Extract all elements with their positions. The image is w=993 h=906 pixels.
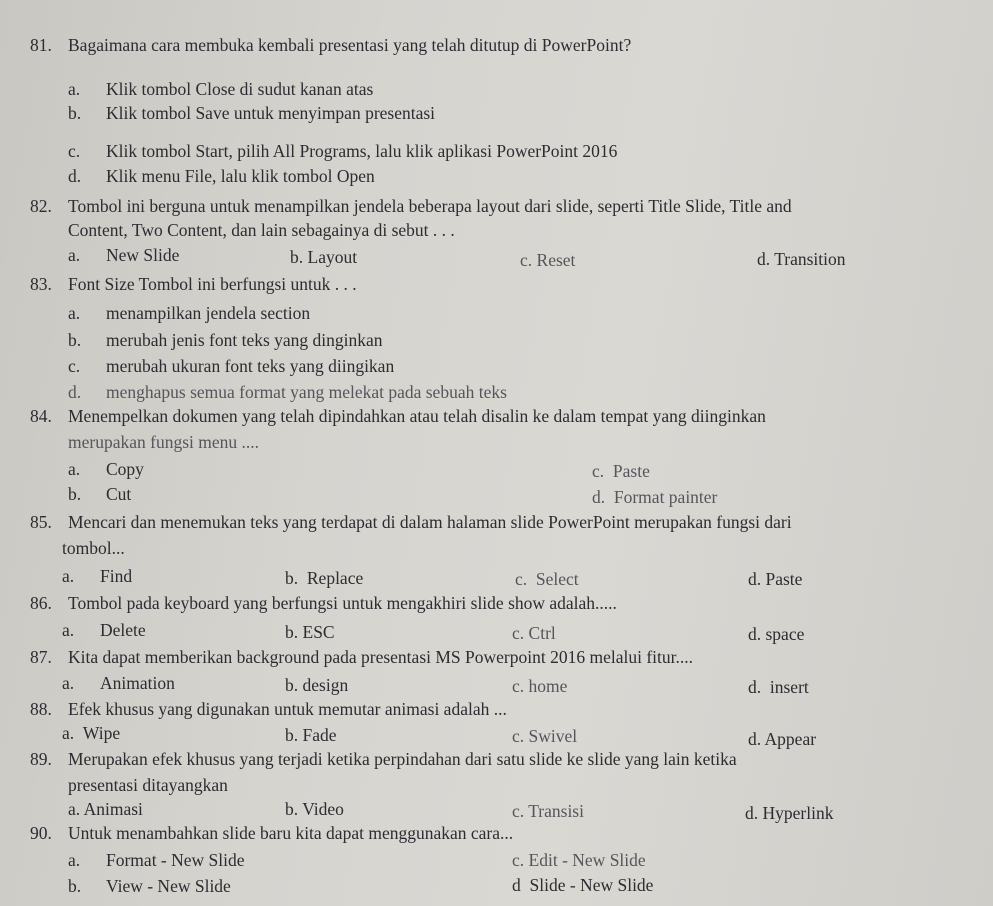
question-84	[30, 405, 766, 427]
option-text: home	[528, 676, 568, 696]
option-letter: a.	[68, 459, 81, 479]
option-text: View - New Slide	[106, 876, 231, 896]
option-letter: a.	[68, 303, 81, 323]
option-letter: b.	[285, 799, 299, 819]
option-d	[592, 486, 717, 508]
option-text: Wipe	[82, 723, 121, 743]
option-letter: b.	[285, 675, 299, 695]
option-letter: b.	[290, 247, 304, 267]
option-letter: d.	[68, 166, 82, 186]
option-a	[62, 672, 175, 694]
question-text: Efek khusus yang digunakan untuk memutar animasi adalah ...	[68, 699, 507, 719]
option-b	[68, 102, 435, 124]
question-81	[30, 34, 631, 56]
option-c	[592, 460, 650, 482]
option-letter: a.	[68, 850, 81, 870]
option-text: Replace	[306, 568, 364, 588]
option-b	[285, 621, 335, 643]
option-letter: c.	[512, 726, 525, 746]
question-text-line-2: presentasi ditayangkan	[68, 775, 228, 795]
question-83	[30, 273, 357, 295]
option-text: insert	[769, 677, 809, 697]
option-letter: a.	[62, 723, 75, 743]
option-d	[68, 165, 375, 187]
option-text: Animation	[100, 673, 175, 693]
option-c	[512, 725, 577, 747]
question-text: Mencari dan menemukan teks yang terdapat di dalam halaman slide PowerPoint merupakan fungsi dari	[68, 512, 792, 532]
option-letter: d.	[68, 382, 82, 402]
option-b	[285, 674, 348, 696]
question-85	[30, 511, 792, 533]
option-letter: c.	[512, 801, 525, 821]
option-text: Paste	[612, 461, 650, 481]
option-text: Klik tombol Save untuk menyimpan presentasi	[106, 103, 436, 123]
option-letter: a.	[68, 799, 81, 819]
question-number: 83.	[30, 274, 52, 294]
option-text: space	[765, 624, 805, 644]
option-c	[68, 140, 617, 162]
option-text: menampilkan jendela section	[106, 303, 311, 323]
option-d	[68, 381, 507, 403]
question-number: 87.	[30, 647, 52, 667]
question-text: Merupakan efek khusus yang terjadi ketika perpindahan dari satu slide ke slide yang lain ketika	[68, 749, 737, 769]
option-d	[745, 802, 833, 824]
option-b	[68, 329, 383, 351]
question-text: Tombol ini berguna untuk menampilkan jendela beberapa layout dari slide, seperti Title Slide, Title and	[68, 196, 792, 216]
option-text: Find	[100, 566, 133, 586]
question-text: Untuk menambahkan slide baru kita dapat menggunakan cara...	[68, 823, 514, 843]
option-letter: d.	[748, 624, 762, 644]
option-a	[62, 722, 120, 744]
option-a	[68, 78, 373, 100]
option-d	[512, 874, 653, 896]
option-letter: a.	[68, 245, 81, 265]
option-text: Format - New Slide	[106, 850, 245, 870]
question-87	[30, 646, 693, 668]
option-text: Format painter	[613, 487, 718, 507]
option-letter: c.	[515, 569, 528, 589]
option-text: design	[302, 675, 349, 695]
option-text: Swivel	[528, 726, 578, 746]
option-letter: b.	[68, 876, 82, 896]
option-text: Edit - New Slide	[528, 850, 646, 870]
option-text: Copy	[106, 459, 144, 479]
option-b	[68, 875, 231, 897]
question-text: Bagaimana cara membuka kembali presentasi yang telah ditutup di PowerPoint?	[68, 35, 632, 55]
option-letter: b.	[68, 484, 82, 504]
option-letter: d.	[748, 569, 762, 589]
question-text-line-2: Content, Two Content, dan lain sebagainya di sebut . . .	[68, 220, 455, 240]
question-number: 86.	[30, 593, 52, 613]
option-d	[748, 623, 804, 645]
option-d	[757, 248, 846, 270]
option-letter: d.	[745, 803, 759, 823]
option-text: Hyperlink	[762, 803, 834, 823]
option-letter: c.	[512, 676, 525, 696]
option-letter: a.	[68, 79, 81, 99]
option-a	[68, 798, 143, 820]
option-a	[62, 619, 146, 641]
question-89	[30, 748, 737, 770]
option-d	[748, 676, 809, 698]
option-letter: d	[512, 875, 521, 895]
option-letter: b.	[68, 330, 82, 350]
option-text: Layout	[307, 247, 358, 267]
option-b	[68, 483, 131, 505]
question-text: Tombol pada keyboard yang berfungsi untuk mengakhiri slide show adalah.....	[68, 593, 617, 613]
option-a	[68, 458, 144, 480]
question-number: 84.	[30, 406, 52, 426]
option-a	[68, 849, 245, 871]
option-c	[68, 355, 394, 377]
question-90	[30, 822, 513, 844]
option-letter: c.	[68, 141, 81, 161]
option-letter: a.	[62, 620, 75, 640]
option-c	[520, 249, 575, 271]
option-text: merubah jenis font teks yang dinginkan	[106, 330, 383, 350]
option-text: menghapus semua format yang melekat pada sebuah teks	[106, 382, 507, 402]
question-86	[30, 592, 617, 614]
option-c	[512, 622, 556, 644]
option-letter: d.	[748, 677, 762, 697]
option-letter: c.	[592, 461, 605, 481]
option-letter: d.	[592, 487, 606, 507]
option-c	[512, 849, 646, 871]
question-88	[30, 698, 507, 720]
option-text: Transition	[774, 249, 846, 269]
question-number: 81.	[30, 35, 52, 55]
option-text: Cut	[106, 484, 132, 504]
question-text-line-2: merupakan fungsi menu ....	[68, 432, 259, 452]
question-number: 90.	[30, 823, 52, 843]
option-text: Select	[535, 569, 579, 589]
option-letter: c.	[512, 623, 525, 643]
question-text: Kita dapat memberikan background pada presentasi MS Powerpoint 2016 melalui fitur....	[68, 647, 693, 667]
option-c	[515, 568, 579, 590]
option-b	[290, 246, 357, 268]
option-a	[68, 244, 179, 266]
option-a	[62, 565, 132, 587]
question-number: 88.	[30, 699, 52, 719]
option-text: ESC	[302, 622, 335, 642]
option-text: Klik menu File, lalu klik tombol Open	[106, 166, 375, 186]
question-text-line-2: tombol...	[62, 538, 125, 558]
question-text: Menempelkan dokumen yang telah dipindahkan atau telah disalin ke dalam tempat yang diinginkan	[68, 406, 766, 426]
option-letter: b.	[285, 725, 299, 745]
question-number: 85.	[30, 512, 52, 532]
option-a	[68, 302, 310, 324]
option-letter: b.	[285, 622, 299, 642]
option-text: Appear	[764, 729, 817, 749]
option-letter: d.	[757, 249, 771, 269]
option-letter: b.	[68, 103, 82, 123]
question-number: 89.	[30, 749, 52, 769]
option-d	[748, 728, 816, 750]
option-d	[748, 568, 802, 590]
option-text: Animasi	[83, 799, 143, 819]
option-text: Klik tombol Start, pilih All Programs, lalu klik aplikasi PowerPoint 2016	[106, 141, 618, 161]
option-letter: b.	[285, 568, 299, 588]
option-text: Ctrl	[528, 623, 556, 643]
option-text: Fade	[302, 725, 337, 745]
option-b	[285, 567, 363, 589]
option-text: merubah ukuran font teks yang diingikan	[106, 356, 395, 376]
option-letter: c.	[68, 356, 81, 376]
question-number: 82.	[30, 196, 52, 216]
question-82	[30, 195, 792, 217]
option-letter: c.	[520, 250, 533, 270]
option-text: Paste	[765, 569, 803, 589]
option-text: Transisi	[528, 801, 584, 821]
option-b	[285, 724, 337, 746]
option-letter: d.	[748, 729, 762, 749]
question-text: Font Size Tombol ini berfungsi untuk . . .	[68, 274, 357, 294]
option-b	[285, 798, 344, 820]
option-text: Klik tombol Close di sudut kanan atas	[106, 79, 374, 99]
option-letter: a.	[62, 673, 75, 693]
option-text: New Slide	[106, 245, 180, 265]
option-c	[512, 675, 567, 697]
option-letter: a.	[62, 566, 75, 586]
option-c	[512, 800, 584, 822]
option-text: Slide - New Slide	[529, 875, 654, 895]
option-text: Reset	[536, 250, 576, 270]
option-text: Delete	[100, 620, 146, 640]
option-text: Video	[302, 799, 344, 819]
option-letter: c.	[512, 850, 525, 870]
